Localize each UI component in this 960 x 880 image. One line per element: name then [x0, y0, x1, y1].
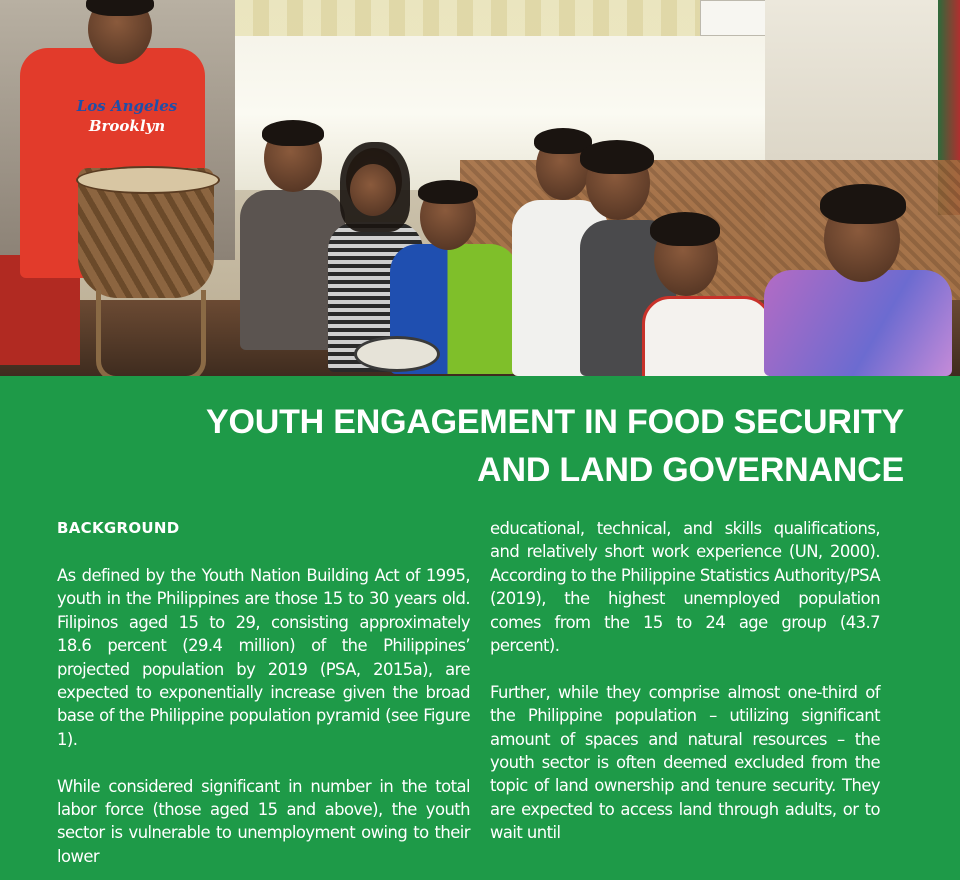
paragraph: While considered significant in number in the total labor force (those aged 15 and above), the youth sector is vulnerable to unemployment owing to their lower [57, 776, 470, 866]
left-column [57, 517, 470, 868]
header-photo [0, 0, 960, 376]
curtain [235, 0, 705, 36]
title-line-2: AND LAND GOVERNANCE [477, 451, 904, 489]
person-seated-6 [630, 212, 770, 376]
title-line-1: YOUTH ENGAGEMENT IN FOOD SECURITY [206, 403, 904, 441]
paragraph: Further, while they comprise almost one-third of the Philippine population – utilizing significant amount of spaces and natural resources – the youth sector is often deemed excluded from the topic of land ownership and tenure security. They are expected to access land through adults, or to wait until [490, 682, 880, 843]
right-column [490, 517, 880, 845]
section-heading: BACKGROUND [57, 519, 180, 537]
paragraph: As defined by the Youth Nation Building Act of 1995, youth in the Philippines are those 15 to 30 years old. Filipinos aged 15 to 29, consisting approximately 18.6 percent (29.4 million) of the Philippines’ projected population by 2019 (PSA, 2015a), are expected to exponentially increase given the broad base of the Philippine population pyramid (see Figure 1). [57, 566, 470, 749]
drum-head [76, 166, 220, 194]
drum-stand [96, 290, 206, 376]
person-seated-7 [764, 184, 954, 376]
shirt-print-text: Los Angeles Brooklyn [76, 97, 178, 135]
paragraph: educational, technical, and skills qualifications, and relatively short work experience (UN, 2000). According to the Philippine Statistics Authority/PSA (2019), the highest unemployed population comes from the 15 to 24 age group (43.7 percent). [490, 519, 880, 656]
small-drum [354, 336, 440, 372]
page-title [84, 398, 904, 494]
